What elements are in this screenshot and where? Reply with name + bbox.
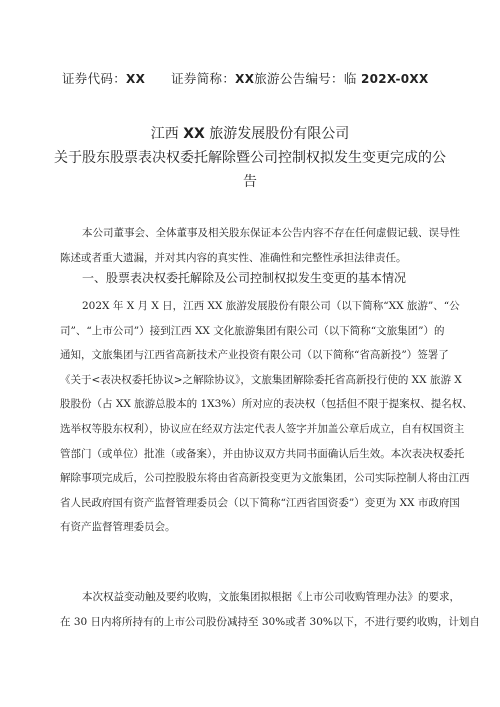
section-1-heading: 一、股票表决权委托解除及公司控制权拟发生变更的基本情况 (82, 271, 407, 285)
text-line: 管部门（或单位）批准（或备案），并由协议双方共同书面确认后生效。本次表决权委托 (60, 447, 465, 460)
text-line: 陈述或者重大遗漏，并对其内容的真实性、准确性和完整性承担法律责任。 (60, 251, 407, 264)
text-line: 本次权益变动触及要约收购，文旅集团拟根据《上市公司收购管理办法》的要求， (82, 591, 460, 603)
text-line: 司”、“上市公司”）接到江西 XX 文化旅游集团有限公司（以下简称“文旅集团”）的 (60, 324, 445, 337)
paragraph-2 (60, 585, 480, 634)
stock-code-label: 证券代码： (62, 71, 127, 86)
stock-abbr-label: 证券简称： (171, 71, 236, 86)
text-line: 本公司董事会、全体董事及相关股东保证本公告内容不存在任何虚假记载、误导性 (82, 227, 460, 239)
text-line: 通知，文旅集团与江西省高新技术产业投资有限公司（以下简称“省高新投”）签署了 (60, 349, 449, 362)
announcement-title-line-3: 告 (243, 174, 257, 190)
text-line: 选举权等股东权利），协议应在经双方法定代表人签字并加盖公章后成立，自有权国资主 (60, 422, 465, 435)
stock-code-value: XX (126, 72, 146, 86)
text-line: 有资产监督管理委员会。 (60, 521, 176, 534)
text-line: 《关于<表决权委托协议>之解除协议》，文旅集团解除委托省高新投行使的 XX 旅游 X (60, 373, 462, 386)
stock-abbr-value: XX (235, 72, 255, 86)
announcement-title-line-2: 关于股东股票表决权委托解除暨公司控制权拟发生变更完成的公 (54, 150, 446, 166)
announcement-number: 202X-0XX (360, 72, 429, 86)
text-line: 股股份（占 XX 旅游总股本的 1X3%）所对应的表决权（包括但不限于提案权、提名权、 (60, 398, 473, 411)
text-line: 202X 年 X 月 X 日，江西 XX 旅游发展股份有限公司（以下简称“XX 旅游”、“公 (82, 300, 460, 312)
text-line: 省人民政府国有资产监督管理委员会（以下简称“江西省国资委”）变更为 XX 市政府国 (60, 496, 460, 509)
stock-info-header (62, 69, 429, 87)
section-1-body (60, 294, 473, 540)
announcement-label: 旅游公告编号：临 (254, 71, 361, 86)
statement-paragraph (60, 221, 460, 270)
text-line: 解除事项完成后，公司控股股东将由省高新投变更为文旅集团，公司实际控制人将由江西 (60, 472, 470, 485)
company-title: 江西 XX 旅游发展股份有限公司 (150, 126, 350, 142)
text-line: 在 30 日内将所持有的上市公司股份减持至 30%或者 30%以下，不进行要约收购，计划自 (60, 615, 480, 628)
